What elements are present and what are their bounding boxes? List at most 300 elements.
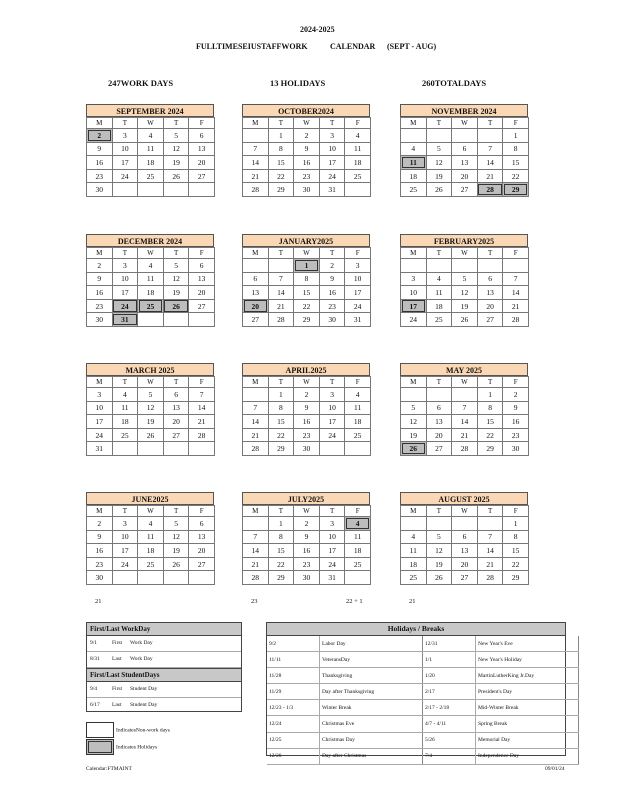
holiday-date: 12/26 [267, 748, 320, 764]
day-cell [452, 259, 478, 273]
day-cell: 4 [345, 517, 371, 531]
day-cell: 29 [503, 571, 529, 585]
workday-count: 22 + 1 [346, 598, 363, 605]
day-cell: 11 [138, 272, 164, 286]
first-last-box [86, 622, 242, 712]
day-cell: 13 [189, 142, 215, 156]
day-cell: 4 [138, 259, 164, 273]
weekday-header-row [401, 248, 529, 259]
table-row [267, 668, 579, 684]
total-days-summary: 260TOTALDAYS [422, 78, 487, 88]
day-cell: 27 [189, 299, 215, 313]
month-title: JANUARY2025 [242, 234, 370, 247]
day-cell: 15 [268, 544, 294, 558]
month-calendar [86, 234, 214, 327]
day-cell [189, 571, 215, 585]
week-row [401, 557, 529, 571]
weekday-label: T [319, 118, 345, 129]
week-row [87, 557, 215, 571]
date: 9/1 [90, 640, 98, 646]
day-cell: 26 [138, 428, 164, 442]
month-title: AUGUST 2025 [400, 492, 528, 505]
day-cell: 27 [163, 428, 189, 442]
day-cell: 4 [345, 388, 371, 402]
day-cell: 29 [294, 313, 320, 327]
day-cell: 5 [426, 530, 452, 544]
week-row [87, 517, 215, 531]
holiday-date: 11/28 [267, 668, 320, 684]
calendar-year: 2024-2025 [300, 25, 335, 34]
day-cell: 24 [112, 557, 138, 571]
day-cell: 11 [138, 142, 164, 156]
day-cell: 23 [294, 557, 320, 571]
weekday-label: T [163, 506, 189, 517]
day-cell: 18 [138, 544, 164, 558]
month-table [400, 505, 529, 585]
weekday-label: W [294, 377, 320, 388]
day-cell: 10 [112, 142, 138, 156]
week-row [401, 530, 529, 544]
weekday-label: T [163, 248, 189, 259]
holiday-name: MartinLutherKing Jr.Day [476, 668, 579, 684]
table-row [267, 652, 579, 668]
day-cell: 2 [87, 129, 113, 143]
week-row [87, 442, 215, 456]
holiday-name: Spring Break [476, 716, 579, 732]
month-calendar [86, 492, 214, 585]
day-cell: 18 [345, 544, 371, 558]
holiday-date: 9/2 [267, 636, 320, 652]
day-cell: 9 [294, 401, 320, 415]
weekday-label: F [189, 118, 215, 129]
weekday-label: F [503, 118, 529, 129]
day-cell: 30 [87, 183, 113, 197]
day-cell: 16 [294, 544, 320, 558]
day-cell [426, 388, 452, 402]
weekday-label: F [189, 506, 215, 517]
day-cell: 30 [294, 183, 320, 197]
holiday-name: Christmas Eve [320, 716, 423, 732]
day-cell: 2 [503, 388, 529, 402]
day-cell: 20 [189, 156, 215, 170]
weekday-label: W [452, 118, 478, 129]
weekday-label: M [401, 506, 427, 517]
day-cell: 9 [319, 272, 345, 286]
day-cell: 13 [189, 530, 215, 544]
day-cell [189, 183, 215, 197]
day-cell: 22 [268, 169, 294, 183]
day-cell: 18 [138, 156, 164, 170]
week-row [401, 272, 529, 286]
day-cell: 14 [243, 156, 269, 170]
day-cell: 15 [268, 415, 294, 429]
day-cell: 3 [112, 129, 138, 143]
day-cell: 24 [112, 299, 138, 313]
day-cell: 20 [163, 415, 189, 429]
day-cell: 18 [138, 286, 164, 300]
day-cell [163, 571, 189, 585]
weekday-label: T [112, 506, 138, 517]
day-cell: 27 [477, 313, 503, 327]
weekday-label: T [268, 248, 294, 259]
list-item [87, 682, 241, 698]
day-cell: 7 [452, 401, 478, 415]
weekday-label: W [294, 248, 320, 259]
day-cell: 4 [112, 388, 138, 402]
day-cell: 18 [426, 299, 452, 313]
weekday-header-row [243, 506, 371, 517]
day-cell: 29 [268, 442, 294, 456]
day-cell: 18 [401, 169, 427, 183]
day-cell [345, 571, 371, 585]
week-row [401, 313, 529, 327]
day-cell: 26 [426, 183, 452, 197]
day-cell: 24 [319, 169, 345, 183]
month-calendar [86, 104, 214, 197]
day-cell: 21 [503, 299, 529, 313]
table-row [267, 716, 579, 732]
weekday-label: T [319, 377, 345, 388]
weekday-label: T [477, 377, 503, 388]
day-cell: 13 [477, 286, 503, 300]
label: Student Day [130, 686, 158, 692]
day-cell: 19 [452, 299, 478, 313]
weekday-label: T [426, 377, 452, 388]
day-cell: 22 [503, 557, 529, 571]
day-cell: 25 [112, 428, 138, 442]
day-cell: 3 [345, 259, 371, 273]
week-row [243, 313, 371, 327]
day-cell: 24 [401, 313, 427, 327]
day-cell: 12 [163, 272, 189, 286]
day-cell: 13 [189, 272, 215, 286]
day-cell: 18 [112, 415, 138, 429]
week-row [243, 259, 371, 273]
day-cell: 19 [163, 286, 189, 300]
day-cell: 15 [503, 156, 529, 170]
day-cell: 10 [319, 401, 345, 415]
holiday-date: 12/31 [423, 636, 476, 652]
holidays-breaks-box [266, 622, 566, 760]
week-row [401, 156, 529, 170]
day-cell: 31 [87, 442, 113, 456]
week-row [401, 388, 529, 402]
day-cell [243, 388, 269, 402]
day-cell [345, 183, 371, 197]
day-cell: 30 [294, 442, 320, 456]
holiday-name: New Year's Holiday [476, 652, 579, 668]
month-table [400, 247, 529, 327]
day-cell: 25 [138, 557, 164, 571]
weekday-label: M [243, 377, 269, 388]
day-cell: 18 [345, 156, 371, 170]
day-cell: 25 [138, 299, 164, 313]
day-cell [426, 517, 452, 531]
day-cell: 8 [503, 530, 529, 544]
day-cell: 31 [319, 183, 345, 197]
weekday-label: W [138, 506, 164, 517]
day-cell: 14 [189, 401, 215, 415]
week-row [401, 129, 529, 143]
day-cell: 21 [452, 428, 478, 442]
day-cell: 28 [243, 571, 269, 585]
weekday-label: M [243, 248, 269, 259]
day-cell: 14 [243, 415, 269, 429]
day-cell: 12 [138, 401, 164, 415]
holiday-date: 12/25 [267, 732, 320, 748]
day-cell: 15 [503, 544, 529, 558]
day-cell: 31 [319, 571, 345, 585]
week-row [401, 183, 529, 197]
day-cell: 5 [138, 388, 164, 402]
table-row [267, 732, 579, 748]
day-cell: 20 [452, 169, 478, 183]
weekday-label: F [345, 248, 371, 259]
month-table [86, 505, 215, 585]
weekday-label: F [189, 248, 215, 259]
week-row [401, 415, 529, 429]
holiday-date: 11/29 [267, 684, 320, 700]
month-table [86, 247, 215, 327]
month-title: FEBRUARY2025 [400, 234, 528, 247]
weekday-label: F [345, 377, 371, 388]
workday-count: 21 [95, 598, 102, 605]
day-cell: 24 [87, 428, 113, 442]
work-days-summary: 247WORK DAYS [108, 78, 174, 88]
month-calendar [400, 234, 528, 327]
day-cell: 11 [138, 530, 164, 544]
holidays-breaks-table [267, 636, 579, 765]
day-cell [401, 259, 427, 273]
day-cell: 26 [452, 313, 478, 327]
day-cell: 27 [426, 442, 452, 456]
day-cell: 9 [87, 530, 113, 544]
day-cell [426, 259, 452, 273]
day-cell: 3 [112, 259, 138, 273]
day-cell: 25 [401, 571, 427, 585]
holiday-date: 1/20 [423, 668, 476, 684]
day-cell: 24 [112, 169, 138, 183]
weekday-header-row [243, 248, 371, 259]
week-row [87, 388, 215, 402]
day-cell: 15 [294, 286, 320, 300]
day-cell: 28 [477, 571, 503, 585]
day-cell: 1 [477, 388, 503, 402]
day-cell: 6 [189, 259, 215, 273]
weekday-label: T [477, 506, 503, 517]
day-cell [477, 259, 503, 273]
day-cell: 16 [503, 415, 529, 429]
day-cell: 14 [452, 415, 478, 429]
holiday-swatch-icon [86, 739, 114, 755]
month-calendar [242, 234, 370, 327]
week-row [87, 286, 215, 300]
day-cell: 21 [477, 169, 503, 183]
day-cell: 15 [268, 156, 294, 170]
day-cell: 23 [319, 299, 345, 313]
day-cell [243, 259, 269, 273]
weekday-label: M [87, 248, 113, 259]
day-cell: 12 [163, 142, 189, 156]
day-cell: 12 [426, 544, 452, 558]
legend-holidays-label: Indicates Holidays [116, 744, 158, 751]
day-cell: 23 [87, 299, 113, 313]
day-cell: 9 [294, 142, 320, 156]
week-row [401, 428, 529, 442]
day-cell: 16 [294, 415, 320, 429]
day-cell: 4 [138, 517, 164, 531]
month-title: APRIL2025 [242, 363, 370, 376]
day-cell: 23 [294, 169, 320, 183]
week-row [243, 299, 371, 313]
date: 8/31 [90, 656, 100, 662]
day-cell [112, 442, 138, 456]
weekday-label: W [452, 377, 478, 388]
holiday-date: 11/11 [267, 652, 320, 668]
day-cell: 13 [163, 401, 189, 415]
day-cell: 8 [268, 142, 294, 156]
day-cell: 22 [268, 428, 294, 442]
day-cell: 14 [243, 544, 269, 558]
weekday-label: T [426, 248, 452, 259]
holiday-name: President's Day [476, 684, 579, 700]
day-cell: 11 [401, 156, 427, 170]
label: Student Day [130, 702, 158, 708]
weekday-label: F [503, 506, 529, 517]
day-cell: 23 [294, 428, 320, 442]
weekday-label: M [243, 118, 269, 129]
day-cell: 17 [345, 286, 371, 300]
day-cell: 1 [294, 259, 320, 273]
day-cell: 23 [503, 428, 529, 442]
weekday-label: M [87, 506, 113, 517]
holidays-breaks-heading: Holidays / Breaks [267, 623, 565, 636]
day-cell: 13 [426, 415, 452, 429]
holiday-date: 12/23 - 1/3 [267, 700, 320, 716]
day-cell [138, 313, 164, 327]
week-row [401, 517, 529, 531]
day-cell: 30 [294, 571, 320, 585]
day-cell: 27 [243, 313, 269, 327]
day-cell [452, 388, 478, 402]
day-cell [112, 571, 138, 585]
day-cell: 11 [345, 530, 371, 544]
day-cell: 3 [319, 517, 345, 531]
day-cell: 19 [163, 544, 189, 558]
day-cell: 6 [452, 530, 478, 544]
day-cell: 10 [345, 272, 371, 286]
day-cell: 17 [112, 156, 138, 170]
month-table [86, 376, 215, 456]
week-row [243, 530, 371, 544]
weekday-header-row [401, 377, 529, 388]
weekday-label: M [401, 118, 427, 129]
day-cell: 4 [345, 129, 371, 143]
weekday-label: M [401, 377, 427, 388]
footer-left: Calendar:FTMAINT [86, 766, 132, 772]
week-row [243, 169, 371, 183]
week-row [243, 571, 371, 585]
day-cell: 30 [319, 313, 345, 327]
day-cell: 19 [426, 169, 452, 183]
day-cell: 25 [345, 169, 371, 183]
month-table [242, 247, 371, 327]
day-cell: 19 [138, 415, 164, 429]
week-row [243, 183, 371, 197]
weekday-header-row [87, 506, 215, 517]
day-cell: 4 [401, 142, 427, 156]
week-row [401, 286, 529, 300]
which: Last [112, 702, 122, 708]
weekday-label: T [163, 377, 189, 388]
day-cell [503, 259, 529, 273]
day-cell: 25 [345, 557, 371, 571]
day-cell: 7 [243, 530, 269, 544]
day-cell: 8 [503, 142, 529, 156]
day-cell [189, 313, 215, 327]
day-cell: 24 [319, 557, 345, 571]
day-cell: 16 [294, 156, 320, 170]
day-cell: 22 [477, 428, 503, 442]
day-cell: 25 [138, 169, 164, 183]
day-cell: 29 [477, 442, 503, 456]
day-cell: 8 [268, 401, 294, 415]
day-cell: 19 [401, 428, 427, 442]
first-last-workday-heading: First/Last WorkDay [87, 623, 241, 636]
holiday-date: 7/4 [423, 748, 476, 764]
day-cell: 17 [87, 415, 113, 429]
day-cell: 2 [319, 259, 345, 273]
day-cell [477, 129, 503, 143]
weekday-label: T [426, 118, 452, 129]
holiday-date: 1/1 [423, 652, 476, 668]
table-row [267, 684, 579, 700]
day-cell: 5 [163, 259, 189, 273]
month-table [242, 376, 371, 456]
day-cell: 4 [426, 272, 452, 286]
day-cell: 10 [87, 401, 113, 415]
day-cell: 30 [503, 442, 529, 456]
day-cell [112, 183, 138, 197]
weekday-label: M [243, 506, 269, 517]
weekday-label: T [163, 118, 189, 129]
day-cell: 12 [401, 415, 427, 429]
day-cell: 26 [163, 557, 189, 571]
weekday-label: T [319, 506, 345, 517]
day-cell: 31 [345, 313, 371, 327]
holiday-name: Winter Break [320, 700, 423, 716]
holiday-date: 5/26 [423, 732, 476, 748]
day-cell: 11 [426, 286, 452, 300]
weekday-label: T [268, 506, 294, 517]
day-cell: 3 [401, 272, 427, 286]
week-row [87, 299, 215, 313]
day-cell: 12 [426, 156, 452, 170]
day-cell [401, 129, 427, 143]
day-cell: 1 [503, 517, 529, 531]
day-cell: 11 [112, 401, 138, 415]
day-cell [243, 129, 269, 143]
month-calendar [400, 104, 528, 197]
week-row [243, 517, 371, 531]
workday-count: 21 [409, 598, 416, 605]
day-cell: 25 [426, 313, 452, 327]
holiday-name: Day after Christmas [320, 748, 423, 764]
weekday-label: T [112, 118, 138, 129]
month-table [242, 117, 371, 197]
day-cell [345, 442, 371, 456]
label: Work Day [130, 656, 153, 662]
